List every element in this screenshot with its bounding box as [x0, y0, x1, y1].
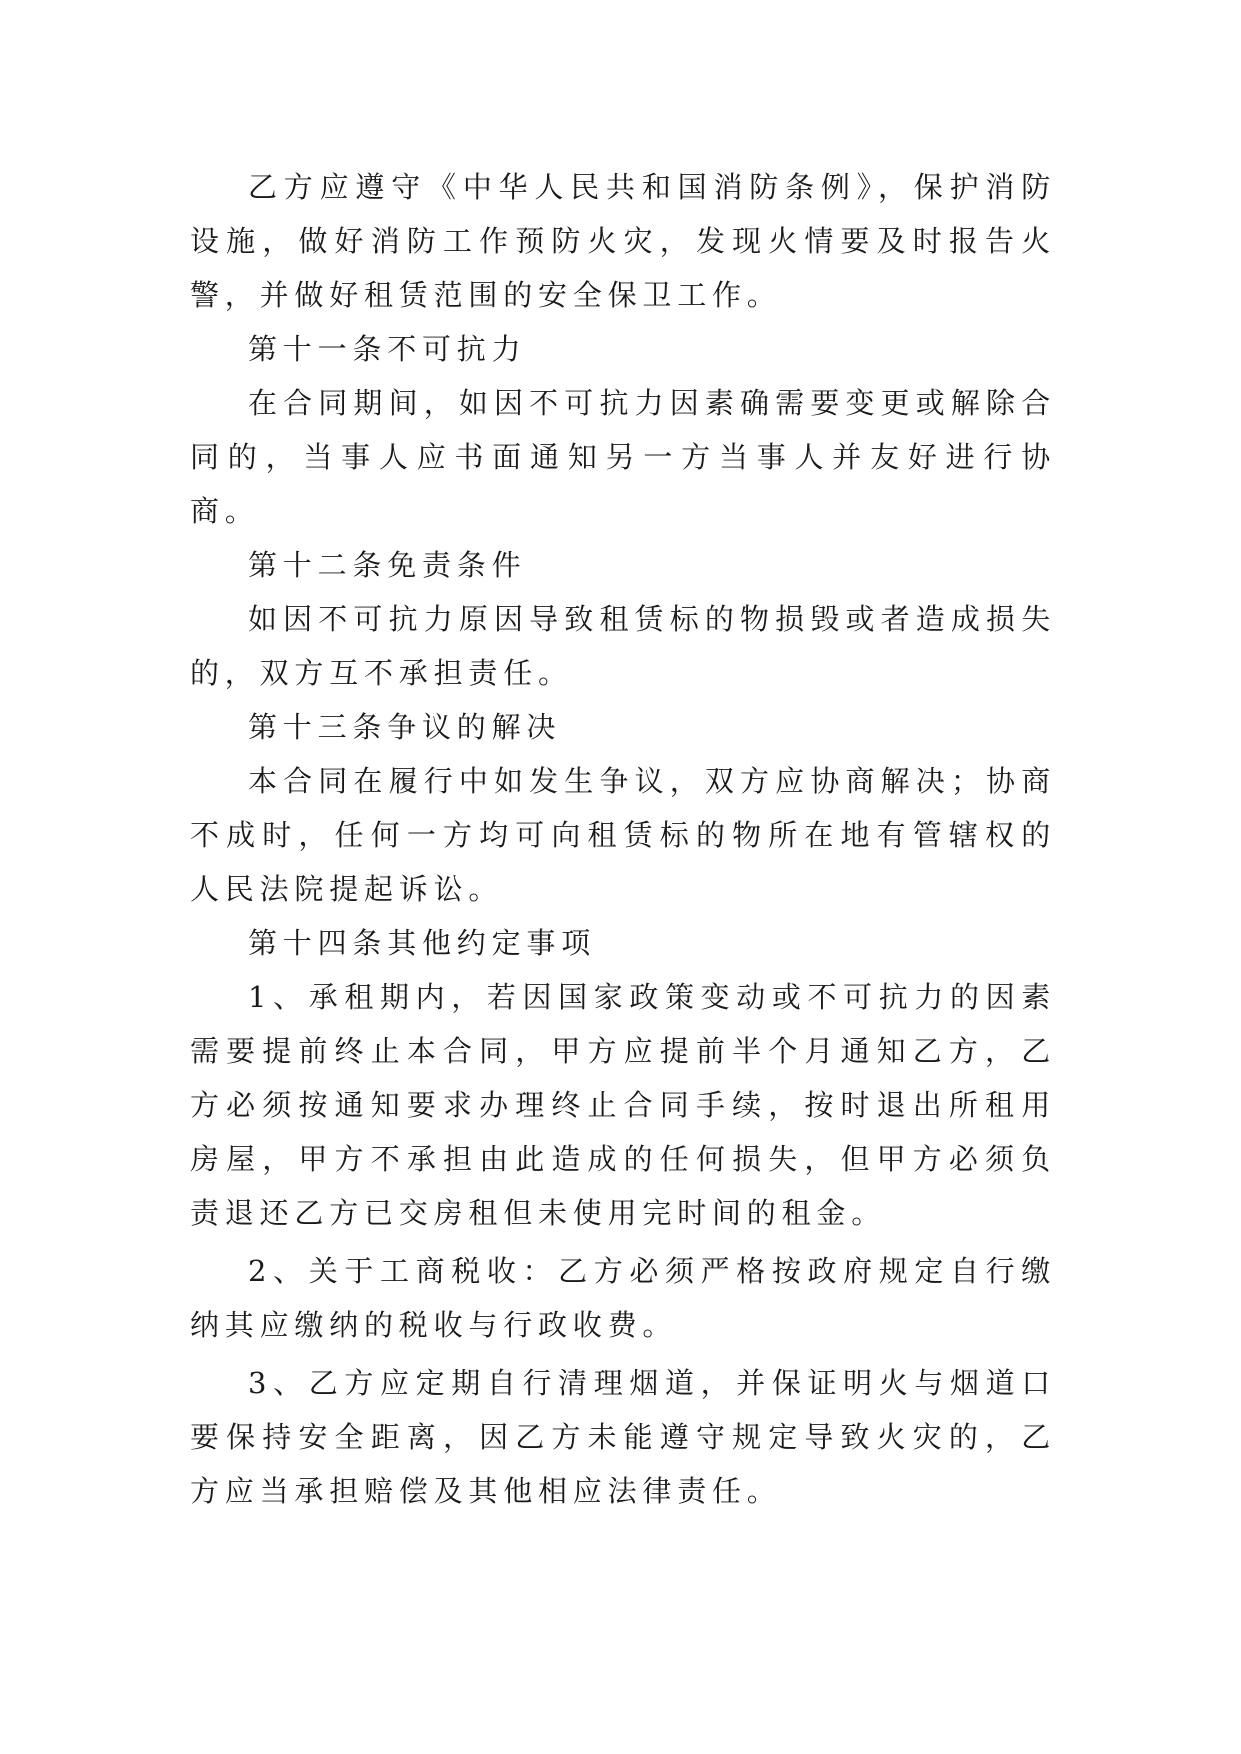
paragraph-item-3: 3、乙方应定期自行清理烟道，并保证明火与烟道口要保持安全距离，因乙方未能遵守规定导致火灾的，乙方应当承担赔偿及其他相应法律责任。: [190, 1366, 1056, 1508]
paragraph-fire-safety: 乙方应遵守《中华人民共和国消防条例》，保护消防设施，做好消防工作预防火灾，发现火情要及时报告火警，并做好租赁范围的安全保卫工作。: [190, 170, 1056, 312]
paragraph-dispute: 本合同在履行中如发生争议，双方应协商解决；协商不成时，任何一方均可向租赁标的物所在地有管辖权的人民法院提起诉讼。: [190, 764, 1056, 906]
paragraph-force-majeure: 在合同期间，如因不可抗力因素确需要变更或解除合同的，当事人应书面通知另一方当事人并友好进行协商。: [190, 386, 1056, 528]
document-page: [190, 160, 1056, 1518]
paragraph-item-2: 2、关于工商税收：乙方必须严格按政府规定自行缴纳其应缴纳的税收与行政收费。: [190, 1254, 1056, 1342]
heading-article-12: 第十二条免责条件: [248, 548, 527, 582]
paragraph-item-1: 1、承租期内，若因国家政策变动或不可抗力的因素需要提前终止本合同，甲方应提前半个月通知乙方，乙方必须按通知要求办理终止合同手续，按时退出所租用房屋，甲方不承担由此造成的任何损失，但甲方必须负责退还乙方已交房租但未使用完时间的租金。: [190, 980, 1056, 1230]
heading-article-14: 第十四条其他约定事项: [248, 926, 597, 960]
heading-article-13: 第十三条争议的解决: [248, 710, 562, 744]
paragraph-exemption: 如因不可抗力原因导致租赁标的物损毁或者造成损失的，双方互不承担责任。: [190, 602, 1056, 690]
heading-article-11: 第十一条不可抗力: [248, 332, 527, 366]
